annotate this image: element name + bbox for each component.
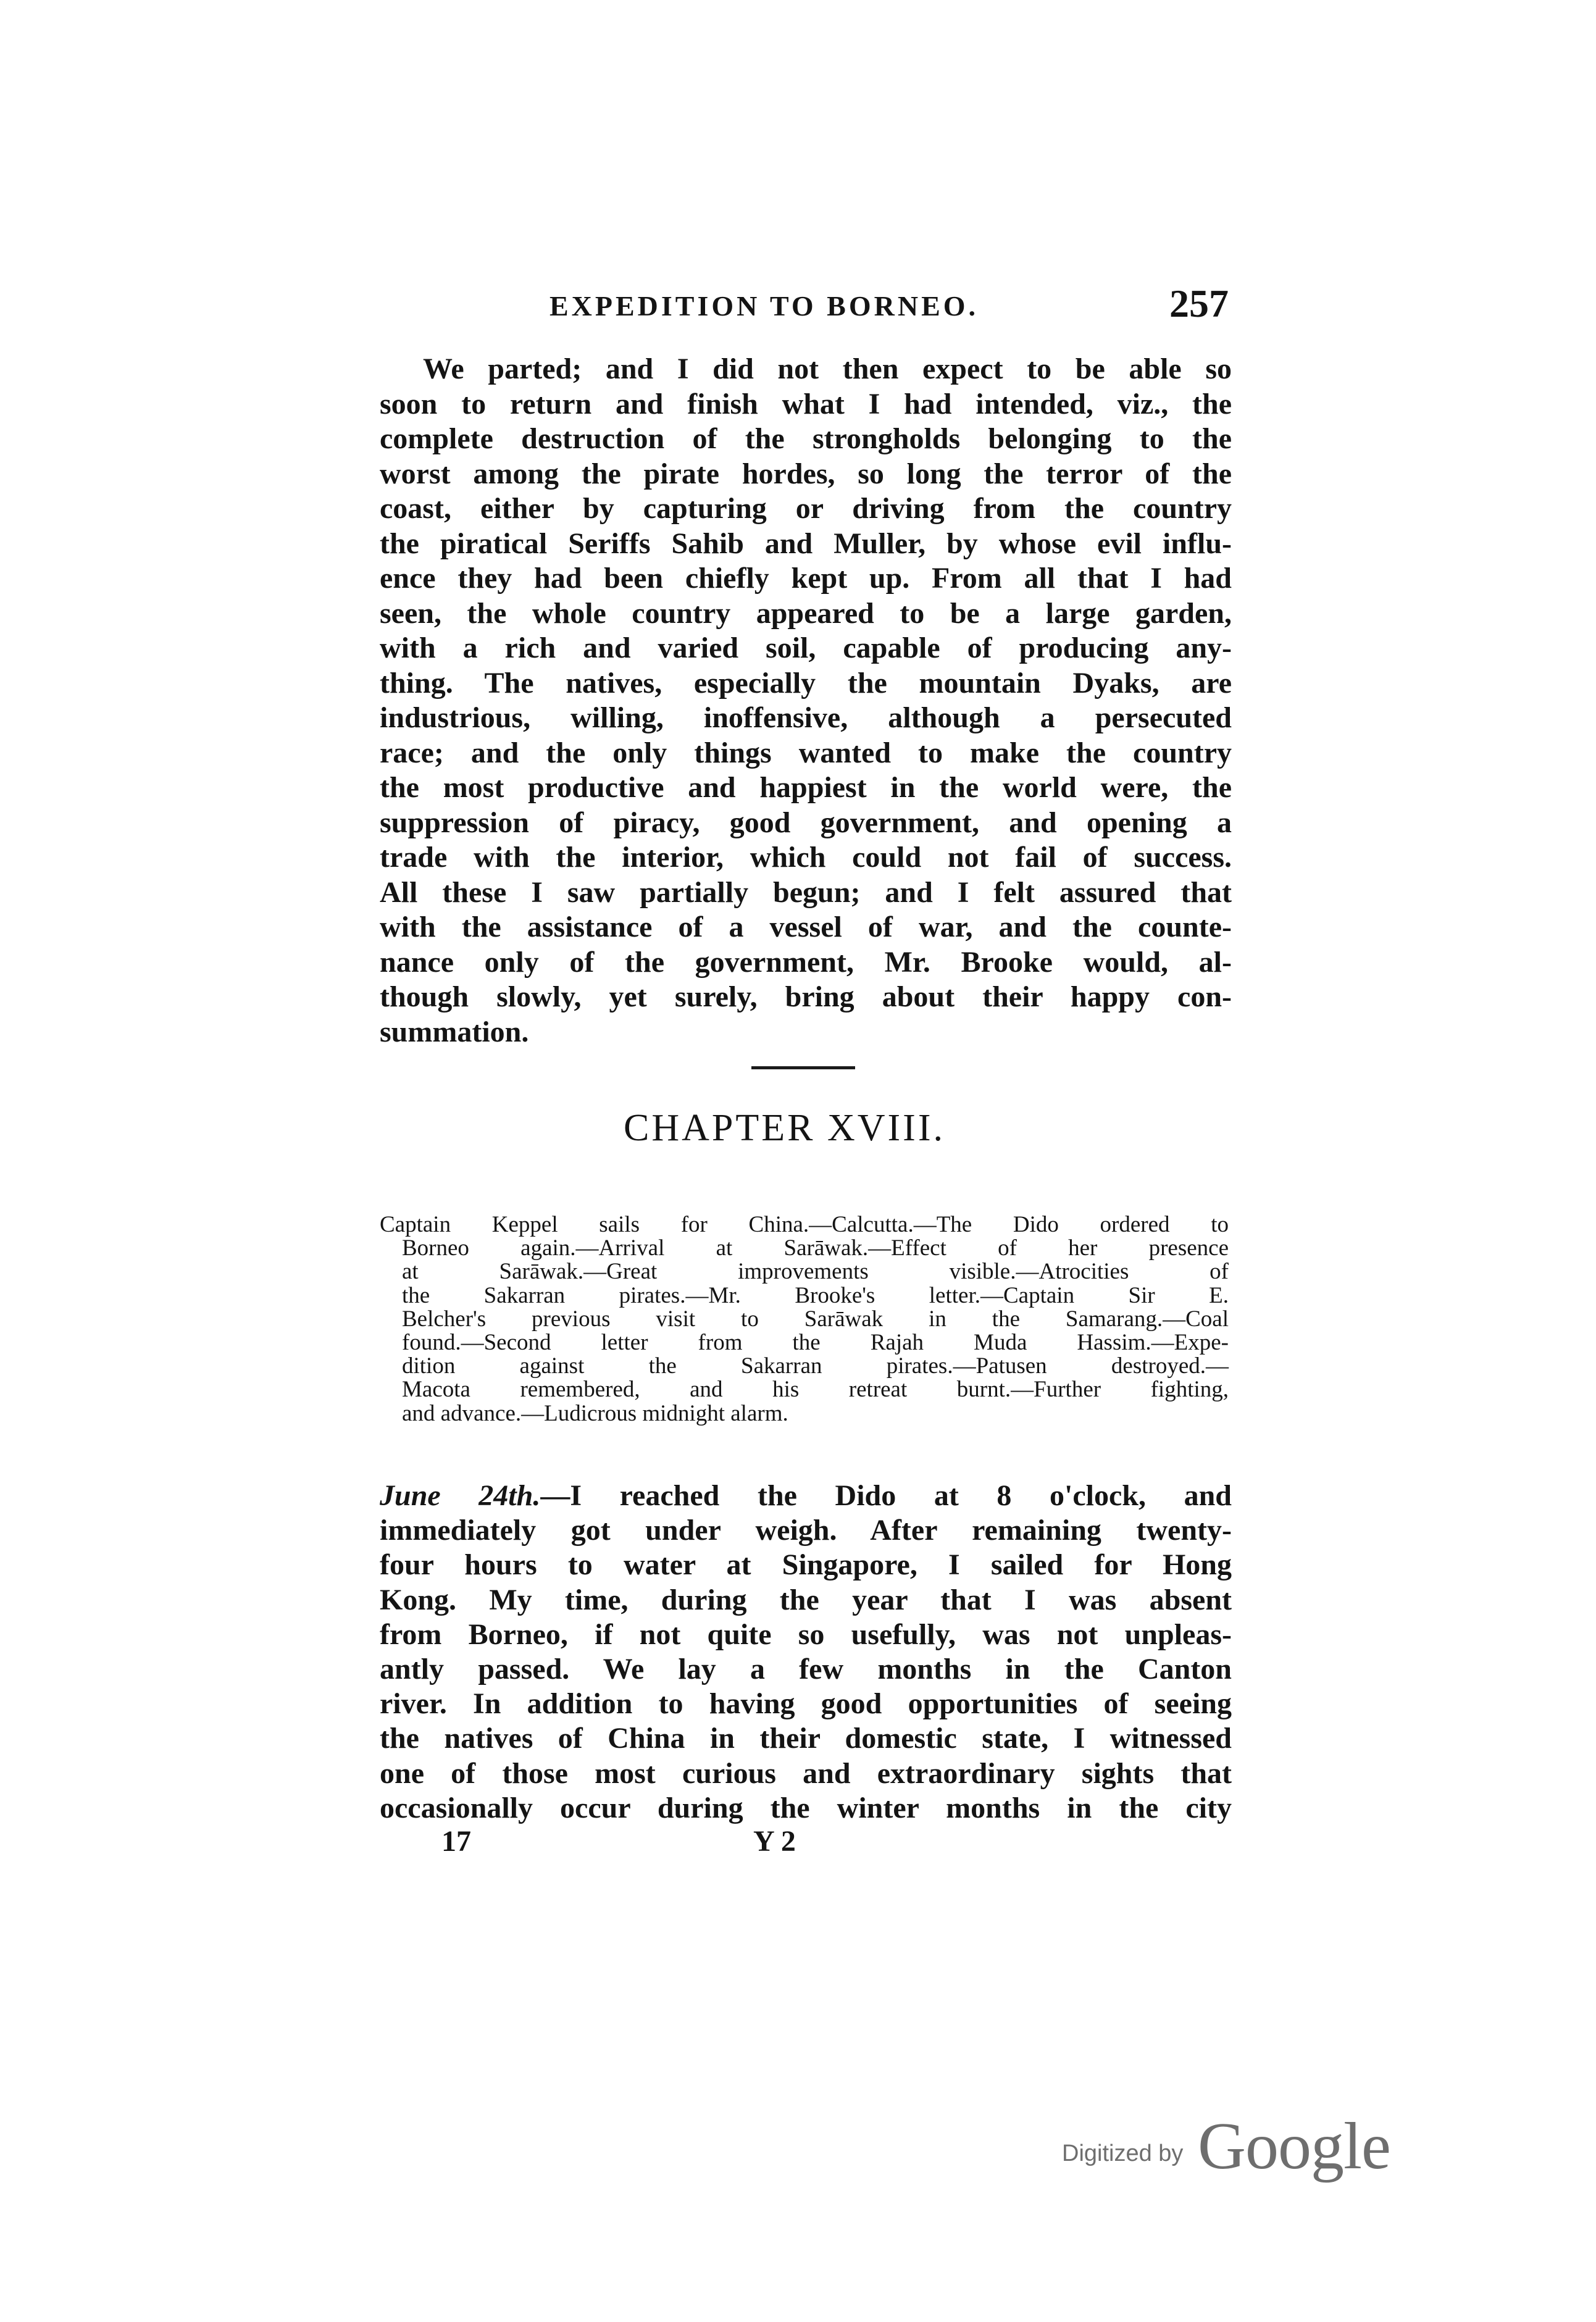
signature-number: 17 <box>441 1825 471 1858</box>
watermark-prefix: Digitized by <box>1062 2140 1184 2166</box>
text-line: race; and the only things wanted to make the country <box>380 736 1232 769</box>
text-line: one of those most curious and extraordinary sights that <box>380 1756 1232 1790</box>
text-fragment: —I reached the Dido at 8 o'clock, and <box>540 1479 1232 1512</box>
synopsis-line: Belcher's previous visit to Sarāwak in the Samarang.—Coal <box>402 1306 1229 1332</box>
text-line: nance only of the government, Mr. Brooke would, al- <box>380 945 1232 979</box>
page-number: 257 <box>1169 282 1229 325</box>
text-line: from Borneo, if not quite so usefully, was not unpleas- <box>380 1618 1232 1651</box>
synopsis-line: the Sakarran pirates.—Mr. Brooke's letter.—Captain Sir E. <box>402 1282 1229 1308</box>
text-line: with a rich and varied soil, capable of producing any- <box>380 632 1232 664</box>
running-head <box>377 281 1229 330</box>
text-line: soon to return and finish what I had intended, viz., the <box>380 387 1232 420</box>
text-line: suppression of piracy, good government, and opening a <box>380 806 1232 839</box>
text-line: trade with the interior, which could not fail of success. <box>380 841 1232 874</box>
section-divider <box>751 1066 855 1069</box>
synopsis-line: found.—Second letter from the Rajah Muda Hassim.—Expe- <box>402 1330 1229 1356</box>
text-line: antly passed. We lay a few months in the Canton <box>380 1653 1232 1686</box>
entry-date: June 24th. <box>380 1479 541 1512</box>
text-line: worst among the pirate hordes, so long the terror of the <box>380 457 1232 490</box>
text-line: We parted; and I did not then expect to be able so <box>423 353 1232 385</box>
text-line: ence they had been chiefly kept up. From all that I had <box>380 562 1232 595</box>
text-line: though slowly, yet surely, bring about their happy con- <box>380 980 1232 1013</box>
text-line <box>380 1479 1232 1513</box>
page-footer <box>380 1824 1232 1868</box>
signature-mark: Y 2 <box>753 1825 796 1858</box>
text-line: seen, the whole country appeared to be a large garden, <box>380 596 1232 630</box>
synopsis-line: Borneo again.—Arrival at Sarāwak.—Effect of her presence <box>402 1235 1229 1261</box>
synopsis-line: Captain Keppel sails for China.—Calcutta.—The Dido ordered to <box>380 1212 1229 1237</box>
text-line: All these I saw partially begun; and I felt assured that <box>380 875 1232 909</box>
chapter-heading: CHAPTER XVIII. <box>624 1107 945 1149</box>
text-line: coast, either by capturing or driving from the country <box>380 492 1232 525</box>
text-line: immediately got under weigh. After remaining twenty- <box>380 1514 1232 1547</box>
paragraph-2 <box>380 1479 1232 1826</box>
text-line: thing. The natives, especially the mountain Dyaks, are <box>380 666 1232 700</box>
running-title: EXPEDITION TO BORNEO. <box>549 290 979 322</box>
synopsis-line: Macota remembered, and his retreat burnt.—Further fighting, <box>402 1377 1229 1403</box>
paragraph-1 <box>380 352 1232 1050</box>
text-line: occasionally occur during the winter months in the city <box>380 1791 1232 1824</box>
text-line: summation. <box>380 1015 529 1048</box>
text-line: the natives of China in their domestic state, I witnessed <box>380 1722 1232 1755</box>
text-line: the piratical Seriffs Sahib and Muller, by whose evil influ- <box>380 527 1232 560</box>
synopsis-line: dition against the Sakarran pirates.—Patusen destroyed.— <box>402 1353 1229 1379</box>
text-line: four hours to water at Singapore, I sailed for Hong <box>380 1548 1232 1582</box>
chapter-synopsis <box>380 1213 1229 1426</box>
synopsis-line: and advance.—Ludicrous midnight alarm. <box>402 1400 788 1426</box>
text-line: complete destruction of the strongholds belonging to the <box>380 422 1232 455</box>
text-line: river. In addition to having good opportunities of seeing <box>380 1687 1232 1721</box>
digitized-watermark <box>1062 2108 1395 2182</box>
text-line: with the assistance of a vessel of war, and the counte- <box>380 911 1232 943</box>
text-line: Kong. My time, during the year that I was absent <box>380 1583 1232 1616</box>
google-logo: Google <box>1198 2110 1390 2183</box>
text-line: industrious, willing, inoffensive, although a persecuted <box>380 701 1232 734</box>
synopsis-line: at Sarāwak.—Great improvements visible.—Atrocities of <box>402 1259 1229 1285</box>
text-line: the most productive and happiest in the world were, the <box>380 771 1232 804</box>
